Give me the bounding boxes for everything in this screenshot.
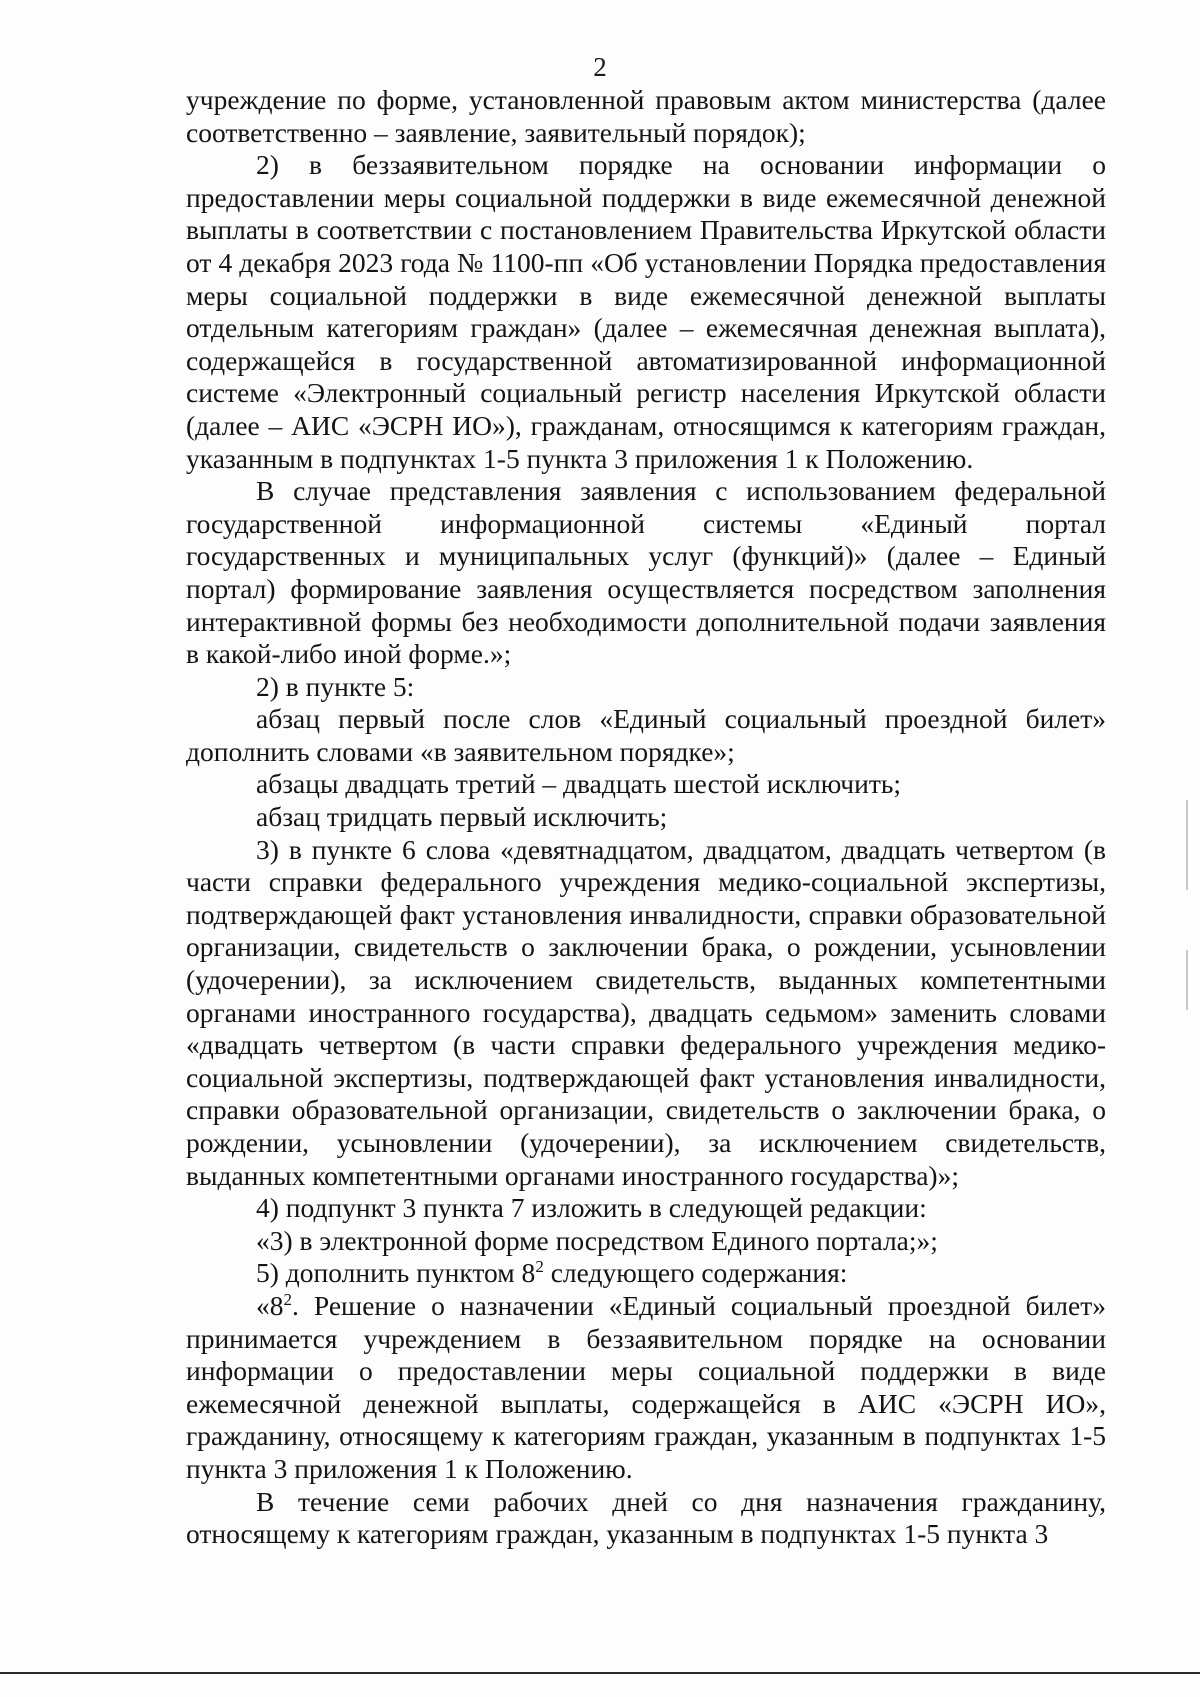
paragraph-5: абзац первый после слов «Единый социальный проездной билет» дополнить словами «в заявительном порядке»;	[186, 703, 1106, 767]
scan-edge-mark	[1186, 950, 1188, 1010]
paragraph-3: В случае представления заявления с использованием федеральной государственной информационной системы «Единый портал государственных и муниципальных услуг (функций)» (далее – Единый портал) формирование заявления осуществляется посредством заполнения интерактивной формы без необходимости дополнительной подачи заявления в какой-либо иной форме.»;	[186, 475, 1106, 670]
paragraph-11	[186, 1257, 1106, 1290]
paragraph-1: учреждение по форме, установленной правовым актом министерства (далее соответственно – заявление, заявительный порядок);	[186, 84, 1106, 148]
paragraph-12	[186, 1290, 1106, 1486]
paragraph-11-end: следующего содержания:	[543, 1257, 848, 1289]
paragraph-9: 4) подпункт 3 пункта 7 изложить в следующей редакции:	[256, 1192, 927, 1224]
superscript: 2	[535, 1257, 544, 1277]
paragraph-11-start: 5) дополнить пунктом 8	[256, 1257, 536, 1289]
document-body	[186, 84, 1106, 1551]
paragraph-8: 3) в пункте 6 слова «девятнадцатом, двадцатом, двадцать четвертом (в части справки федерального учреждения медико-социальной экспертизы, подтверждающей факт установления инвалидности, справки образовательной организации, свидетельств о заключении брака, о рождении, усыновлении (удочерении), за исключением свидетельств, выданных компетентными органами иностранного государства), двадцать седьмом» заменить словами «двадцать четвертом (в части справки федерального учреждения медико-социальной экспертизы, подтверждающей факт установления инвалидности, справки образовательной организации, свидетельств о заключении брака, о рождении, усыновлении (удочерении), за исключением свидетельств, выданных компетентными органами иностранного государства)»;	[186, 833, 1106, 1191]
scan-edge-mark	[1186, 800, 1188, 890]
paragraph-4: 2) в пункте 5:	[256, 670, 415, 702]
paragraph-12-end: . Решение о назначении «Единый социальный проездной билет» принимается учреждением в беззаявительном порядке на основании информации о предоставлении меры социальной поддержки в виде ежемесячной денежной выплаты, содержащейся в АИС «ЭСРН ИО», гражданину, относящему к категориям граждан, указанным в подпунктах 1-5 пункта 3 приложения 1 к Положению.	[186, 1289, 1106, 1484]
paragraph-6: абзацы двадцать третий – двадцать шестой исключить;	[256, 768, 902, 800]
scan-bottom-edge	[0, 1672, 1200, 1674]
paragraph-2: 2) в беззаявительном порядке на основании информации о предоставлении меры социальной поддержки в виде ежемесячной денежной выплаты в соответствии с постановлением Правительства Иркутской области от 4 декабря 2023 года № 1100-пп «Об установлении Порядка предоставления меры социальной поддержки в виде ежемесячной денежной выплаты отдельным категориям граждан» (далее – ежемесячная денежная выплата), содержащейся в государственной автоматизированной информационной системе «Электронный социальный регистр населения Иркутской области (далее – АИС «ЭСРН ИО»), гражданам, относящимся к категориям граждан, указанным в подпунктах 1-5 пункта 3 приложения 1 к Положению.	[186, 149, 1106, 474]
paragraph-12-start: «8	[256, 1289, 284, 1321]
superscript: 2	[283, 1289, 292, 1309]
paragraph-10: «3) в электронной форме посредством Единого портала;»;	[256, 1224, 938, 1256]
paragraph-13: В течение семи рабочих дней со дня назначения гражданину, относящему к категориям граждан, указанным в подпунктах 1-5 пункта 3	[186, 1485, 1106, 1550]
page-number: 2	[593, 52, 607, 82]
paragraph-7: абзац тридцать первый исключить;	[256, 801, 668, 833]
